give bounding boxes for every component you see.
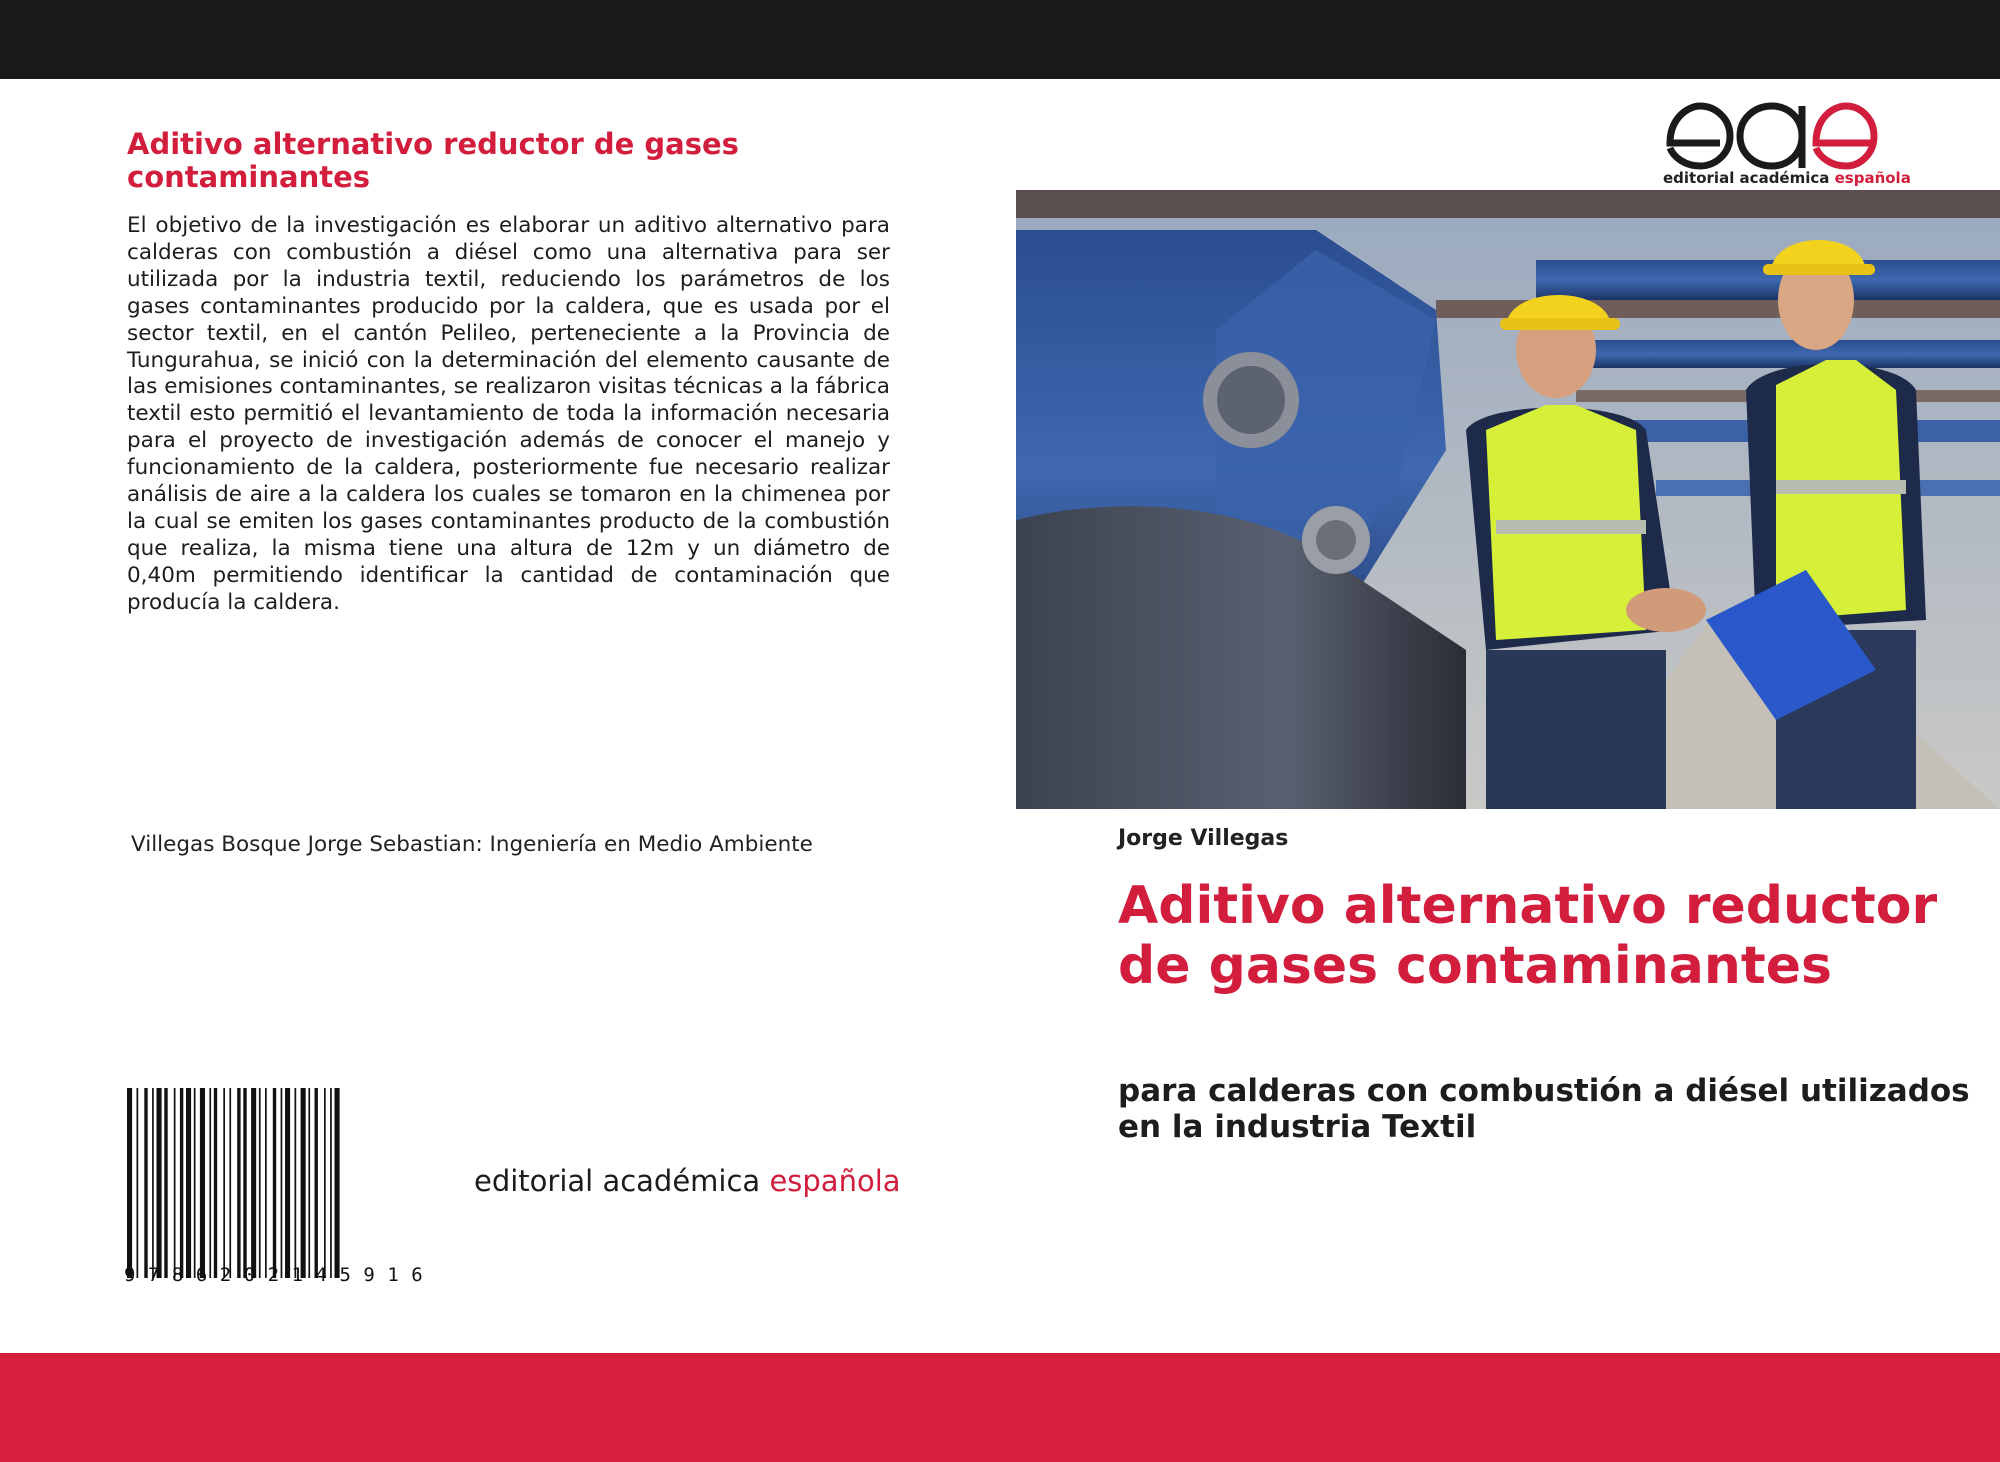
barcode-bar	[164, 1088, 167, 1278]
barcode-bar	[229, 1088, 231, 1278]
publisher-name-accent: española	[769, 1164, 901, 1198]
bottom-band	[0, 1353, 2000, 1462]
author-affiliation: Villegas Bosque Jorge Sebastian: Ingeniería en Medio Ambiente	[131, 832, 813, 857]
barcode-bar	[223, 1088, 225, 1278]
barcode-bar	[200, 1088, 205, 1278]
barcode-bar	[273, 1088, 276, 1278]
barcode-bar	[209, 1088, 211, 1278]
barcode-bar	[285, 1088, 290, 1278]
barcode-bar	[144, 1088, 147, 1278]
isbn-barcode	[127, 1088, 461, 1278]
barcode-bar	[295, 1088, 297, 1278]
barcode-bar	[137, 1088, 139, 1278]
logo-text-main: editorial académica	[1663, 169, 1835, 187]
logo-text-accent: española	[1834, 169, 1911, 187]
barcode-bar	[281, 1088, 283, 1278]
barcode-bar	[324, 1088, 326, 1278]
front-subtitle: para calderas con combustión a diésel utilizados en la industria Textil	[1118, 1073, 1970, 1145]
barcode-bar	[214, 1088, 217, 1278]
barcode-bar	[243, 1088, 246, 1278]
publisher-name-main: editorial académica	[474, 1164, 770, 1198]
barcode-bar	[335, 1088, 340, 1278]
back-cover-blurb: El objetivo de la investigación es elaborar un aditivo alternativo para calderas con combustión a diésel como una alternativa para ser utilizada por la industria textil, reduciendo los parámetros de los gases contaminantes producido por la caldera, que es usada por el sector textil, en el cantón Pelileo, perteneciente a la Provincia de Tungurahua, se inició con la determinación del elemento causante de las emisiones contaminantes, se realizaron visitas técnicas a la fábrica textil esto permitió el levantamiento de toda la información necesaria para el proyecto de investigación además de conocer el manejo y funcionamiento de la caldera, posteriormente fue necesario realizar análisis de aire a la caldera los cuales se tomaron en la chimenea por la cual se emiten los gases contaminantes producto de la combustión que realiza, la misma tiene una altura de 12m y un diámetro de 0,40m permitiendo identificar la cantidad de contaminación que producía la caldera.	[127, 213, 890, 615]
back-cover-title: Aditivo alternativo reductor de gases contaminantes	[127, 127, 739, 194]
logo-publisher-text	[1663, 169, 1911, 187]
top-band	[0, 0, 2000, 79]
barcode-bar	[194, 1088, 196, 1278]
barcode-bar	[315, 1088, 318, 1278]
barcode-bar	[330, 1088, 332, 1278]
barcode-bar	[152, 1088, 154, 1278]
barcode-bar	[301, 1088, 306, 1278]
barcode-bar	[265, 1088, 267, 1278]
cover-photo	[1016, 190, 2000, 809]
barcode-bar	[237, 1088, 240, 1278]
front-title: Aditivo alternativo reductor de gases contaminantes	[1118, 876, 1938, 996]
barcode-bar	[157, 1088, 162, 1278]
barcode-bar	[259, 1088, 261, 1278]
barcode-bar	[251, 1088, 256, 1278]
industrial-handshake-image	[1016, 190, 2000, 809]
front-author: Jorge Villegas	[1118, 826, 1289, 851]
back-publisher-name	[474, 1164, 901, 1198]
barcode-bar	[186, 1088, 191, 1278]
isbn-digits: 9786202145916	[124, 1264, 436, 1286]
barcode-bar	[308, 1088, 310, 1278]
barcode-bar	[180, 1088, 183, 1278]
barcode-bar	[174, 1088, 176, 1278]
barcode-bar	[127, 1088, 132, 1278]
